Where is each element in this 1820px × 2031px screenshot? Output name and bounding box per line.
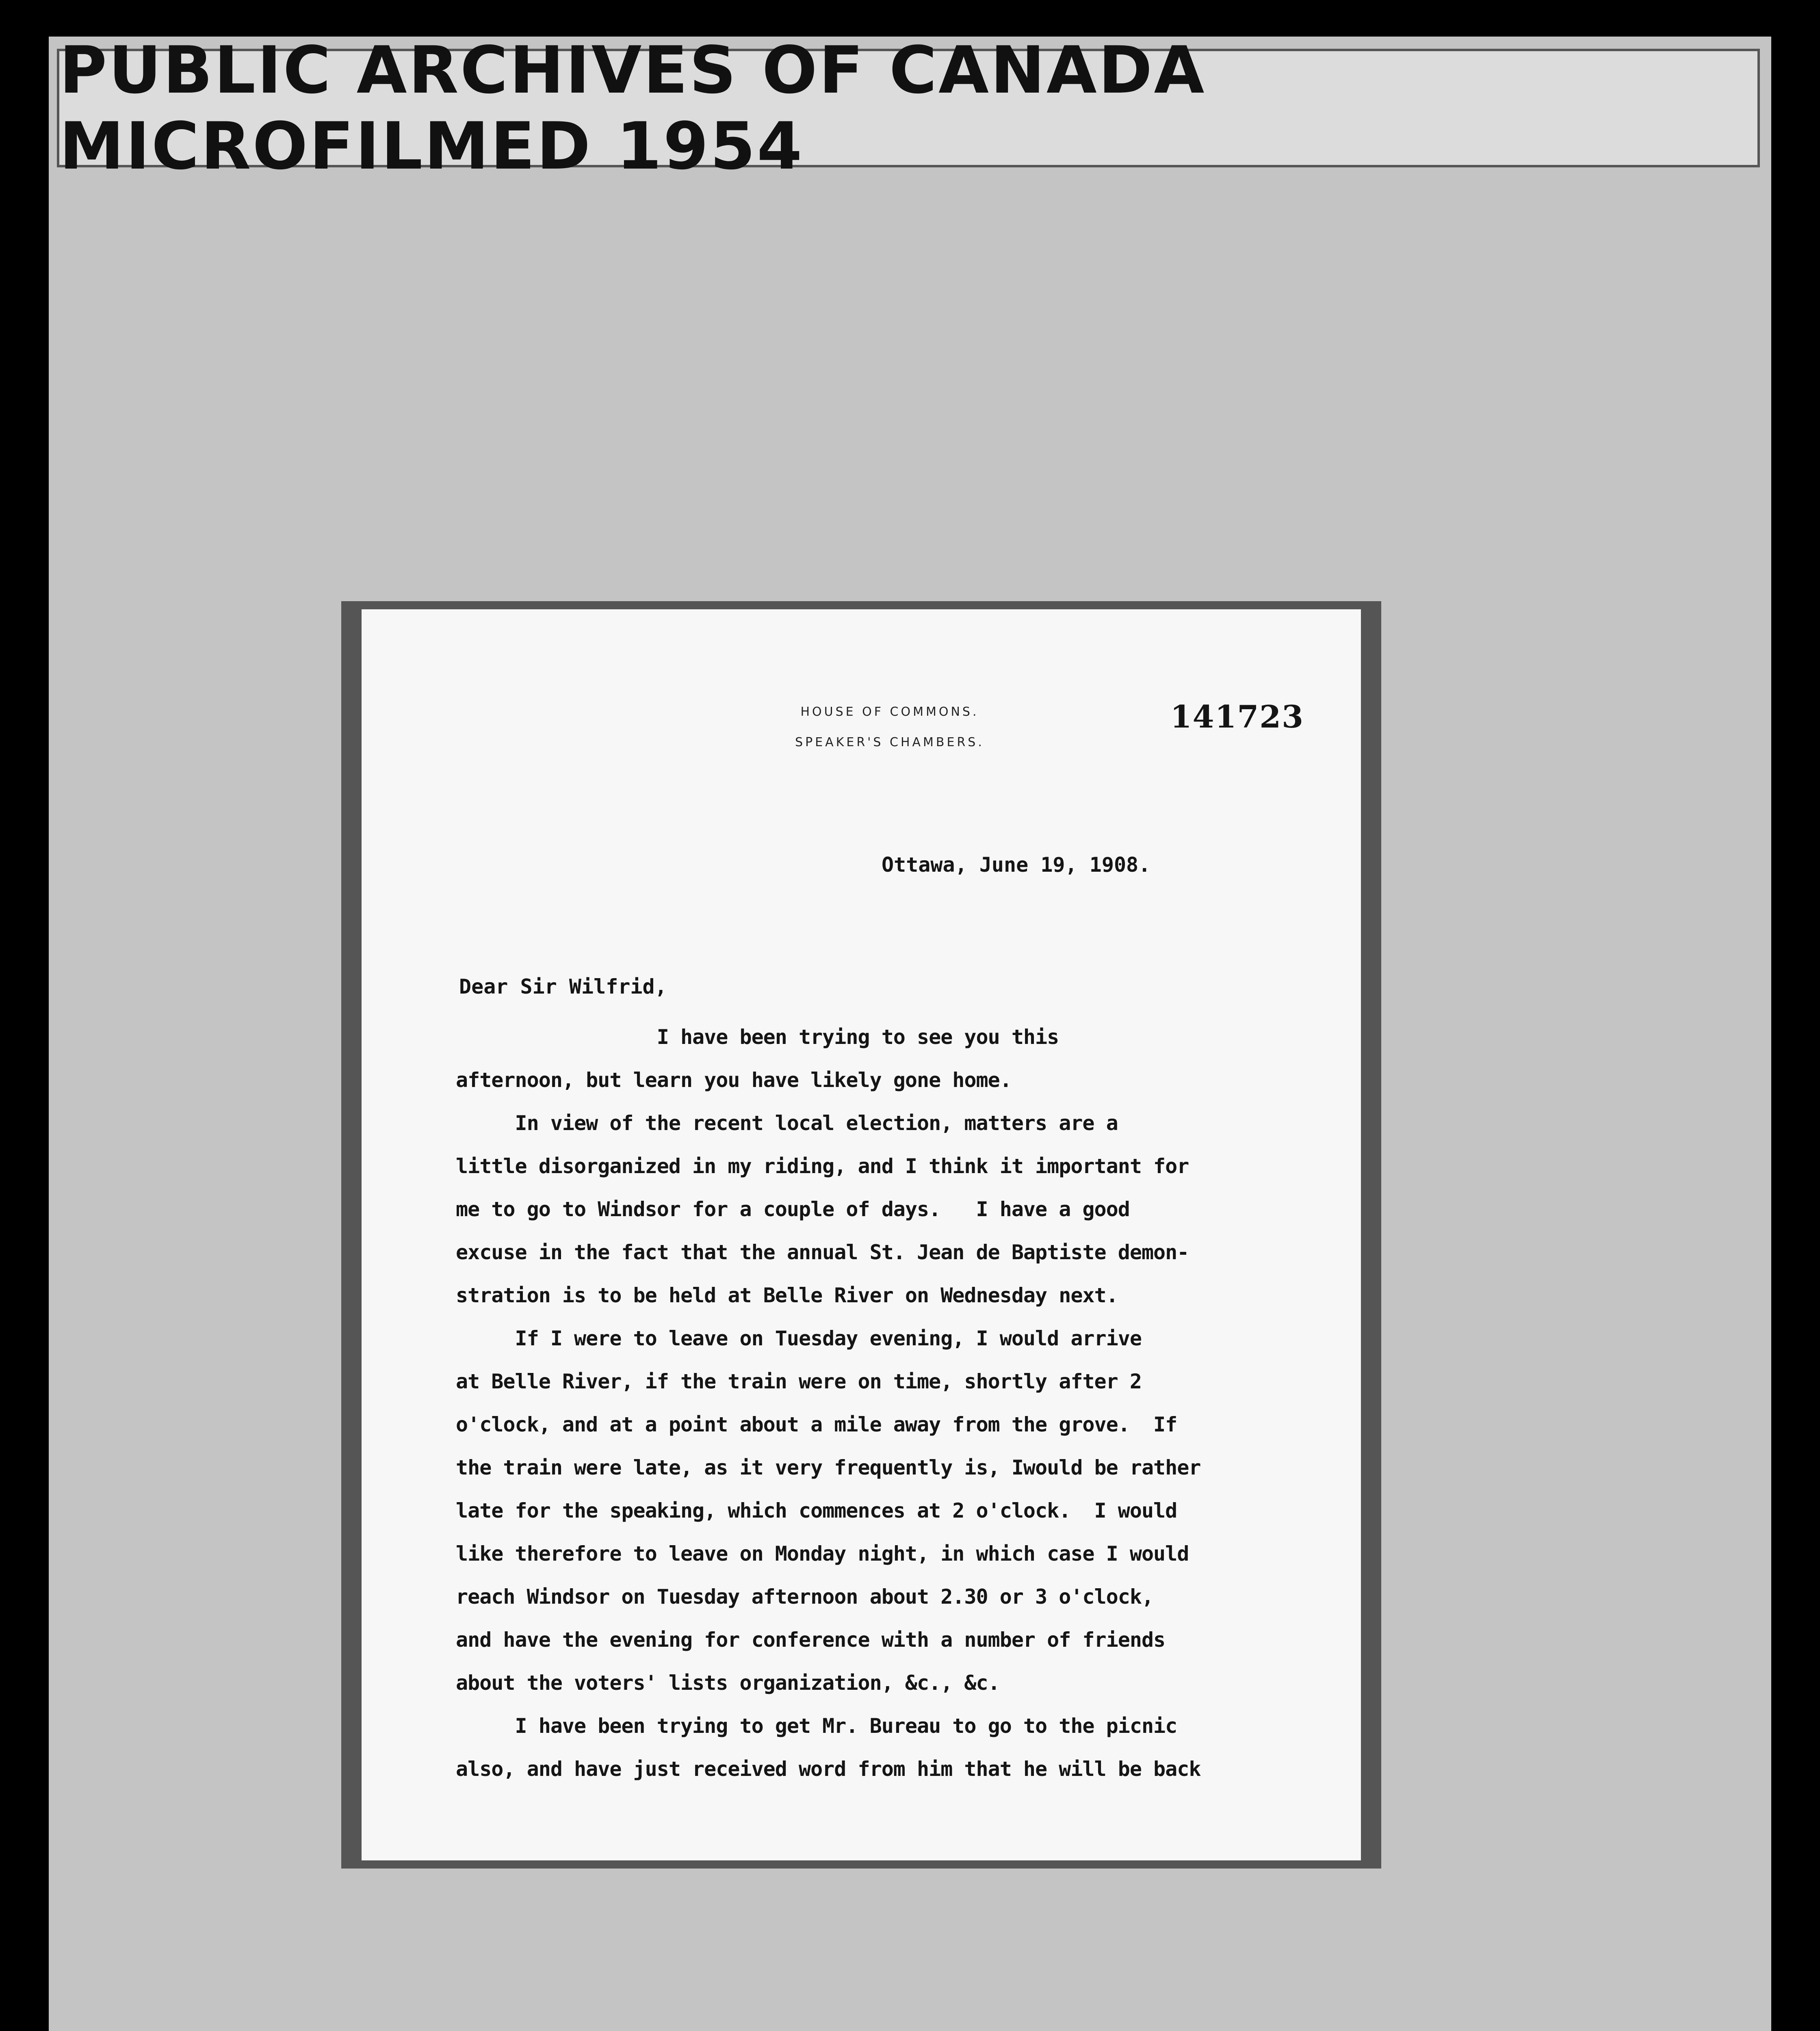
letter-line: excuse in the fact that the annual St. Jean de Baptiste demon- <box>456 1241 1189 1264</box>
letter-line: stration is to be held at Belle River on Wednesday next. <box>456 1284 1118 1307</box>
letter-line: afternoon, but learn you have likely gone home. <box>456 1068 1012 1092</box>
letter-page <box>362 609 1361 1860</box>
letter-line: I have been trying to see you this <box>456 1025 1059 1049</box>
letter-line: me to go to Windsor for a couple of days. I have a good <box>456 1197 1130 1221</box>
letter-line: little disorganized in my riding, and I think it important for <box>456 1154 1189 1178</box>
letter-line: late for the speaking, which commences at 2 o'clock. I would <box>456 1499 1177 1522</box>
letter-line: In view of the recent local election, matters are a <box>456 1111 1118 1135</box>
archive-header-banner <box>57 32 1760 184</box>
letter-line: about the voters' lists organization, &c., &c. <box>456 1671 1000 1695</box>
letter-line: If I were to leave on Tuesday evening, I would arrive <box>456 1327 1142 1350</box>
letterhead-line-1: HOUSE OF COMMONS. <box>800 705 979 719</box>
letter-date: Ottawa, June 19, 1908. <box>882 853 1151 877</box>
letter-line: at Belle River, if the train were on time, shortly after 2 <box>456 1370 1142 1393</box>
letter-body <box>456 1016 1341 1791</box>
letter-line: I have been trying to get Mr. Bureau to go to the picnic <box>456 1714 1177 1738</box>
letter-line: and have the evening for conference with a number of friends <box>456 1628 1166 1652</box>
letter-salutation: Dear Sir Wilfrid, <box>459 975 667 998</box>
archive-header-text: PUBLIC ARCHIVES OF CANADA MICROFILMED 1954 <box>59 32 1206 184</box>
letter-line: o'clock, and at a point about a mile away from the grove. If <box>456 1413 1177 1436</box>
letter-line: reach Windsor on Tuesday afternoon about 2.30 or 3 o'clock, <box>456 1585 1154 1609</box>
letter-line: the train were late, as it very frequently is, Iwould be rather <box>456 1456 1201 1479</box>
letter-line: like therefore to leave on Monday night, in which case I would <box>456 1542 1189 1565</box>
letter-line: also, and have just received word from him that he will be back <box>456 1757 1201 1781</box>
document-number-stamp: 141723 <box>1170 699 1304 735</box>
letterhead-line-2: SPEAKER'S CHAMBERS. <box>795 735 984 749</box>
